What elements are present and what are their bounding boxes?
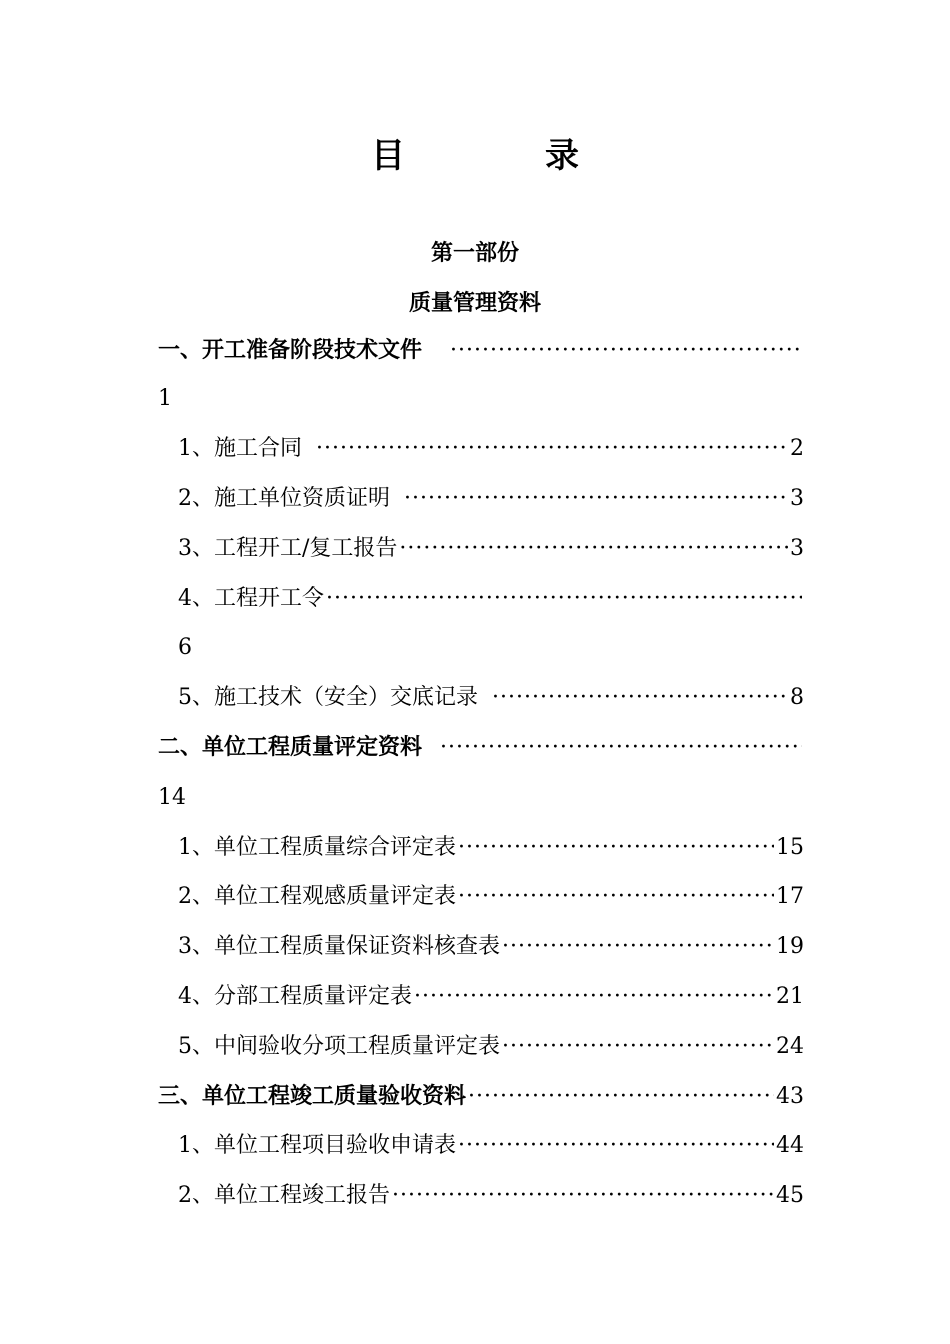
toc-item[interactable] — [178, 1129, 804, 1163]
toc-title-char-1: 目 — [371, 136, 405, 176]
toc-item-page: 19 — [776, 934, 804, 959]
toc-item-page: 3 — [790, 536, 804, 561]
toc-section-page: 14 — [158, 785, 186, 810]
toc-item-label: 3、工程开工/复工报告 — [178, 536, 398, 561]
toc-item-label: 4、工程开工令 — [178, 586, 324, 611]
dot-leader — [458, 880, 774, 914]
toc-title-char-2: 录 — [545, 136, 579, 176]
toc-item-page: 24 — [776, 1034, 804, 1059]
toc-section-2[interactable] — [158, 731, 804, 765]
dot-leader — [316, 432, 788, 466]
dot-leader — [468, 1080, 774, 1114]
toc-item[interactable] — [178, 880, 804, 914]
toc-item-page: 21 — [776, 984, 804, 1009]
toc-item-page: 17 — [776, 884, 804, 909]
toc-item-page: 2 — [790, 436, 804, 461]
toc-item-page: 44 — [776, 1133, 804, 1158]
toc-item[interactable] — [178, 482, 804, 516]
dot-leader — [458, 1129, 774, 1163]
dot-leader — [392, 1179, 774, 1213]
toc-item-label: 2、单位工程竣工报告 — [178, 1183, 390, 1208]
toc-item-label: 2、单位工程观感质量评定表 — [178, 884, 456, 909]
toc-item[interactable] — [178, 831, 804, 865]
toc-item-label: 5、中间验收分项工程质量评定表 — [178, 1034, 500, 1059]
part-heading: 第一部份 — [430, 241, 519, 266]
toc-section-label: 二、单位工程质量评定资料 — [158, 735, 423, 760]
toc-section-3[interactable] — [158, 1080, 804, 1114]
toc-item[interactable] — [178, 930, 804, 964]
dot-leader — [450, 334, 802, 368]
dot-leader — [502, 1030, 774, 1064]
toc-section-page: 1 — [158, 386, 172, 411]
toc-item[interactable] — [178, 532, 804, 566]
toc-item-page: 6 — [178, 635, 192, 660]
toc-section-label: 一、开工准备阶段技术文件 — [158, 338, 423, 363]
toc-section-page: 43 — [776, 1084, 804, 1109]
toc-item-label: 4、分部工程质量评定表 — [178, 984, 412, 1009]
dot-leader — [458, 831, 774, 865]
dot-leader — [414, 980, 774, 1014]
part-subtitle: 质量管理资料 — [408, 291, 541, 316]
toc-item[interactable] — [178, 432, 804, 466]
toc-item-label: 1、单位工程质量综合评定表 — [178, 835, 456, 860]
toc-item[interactable] — [178, 681, 804, 715]
dot-leader — [404, 482, 788, 516]
toc-item-label: 1、单位工程项目验收申请表 — [178, 1133, 456, 1158]
toc-item-label: 3、单位工程质量保证资料核查表 — [178, 934, 500, 959]
toc-item-page: 3 — [790, 486, 804, 511]
toc-item[interactable] — [178, 980, 804, 1014]
toc-item[interactable] — [178, 582, 804, 616]
toc-item-label: 1、施工合同 — [178, 436, 302, 461]
toc-section-1[interactable] — [158, 334, 804, 368]
toc-item-label: 5、施工技术（安全）交底记录 — [178, 685, 478, 710]
dot-leader — [492, 681, 788, 715]
toc-item-page: 15 — [776, 835, 804, 860]
dot-leader — [326, 582, 802, 616]
dot-leader — [502, 930, 774, 964]
toc-section-label: 三、单位工程竣工质量验收资料 — [158, 1084, 467, 1109]
dot-leader — [399, 532, 788, 566]
toc-item[interactable] — [178, 1030, 804, 1064]
toc-item-page: 45 — [776, 1183, 804, 1208]
toc-item-page: 8 — [790, 685, 804, 710]
toc-title — [0, 128, 950, 177]
toc-item-label: 2、施工单位资质证明 — [178, 486, 390, 511]
toc-item[interactable] — [178, 1179, 804, 1213]
dot-leader — [440, 731, 802, 765]
